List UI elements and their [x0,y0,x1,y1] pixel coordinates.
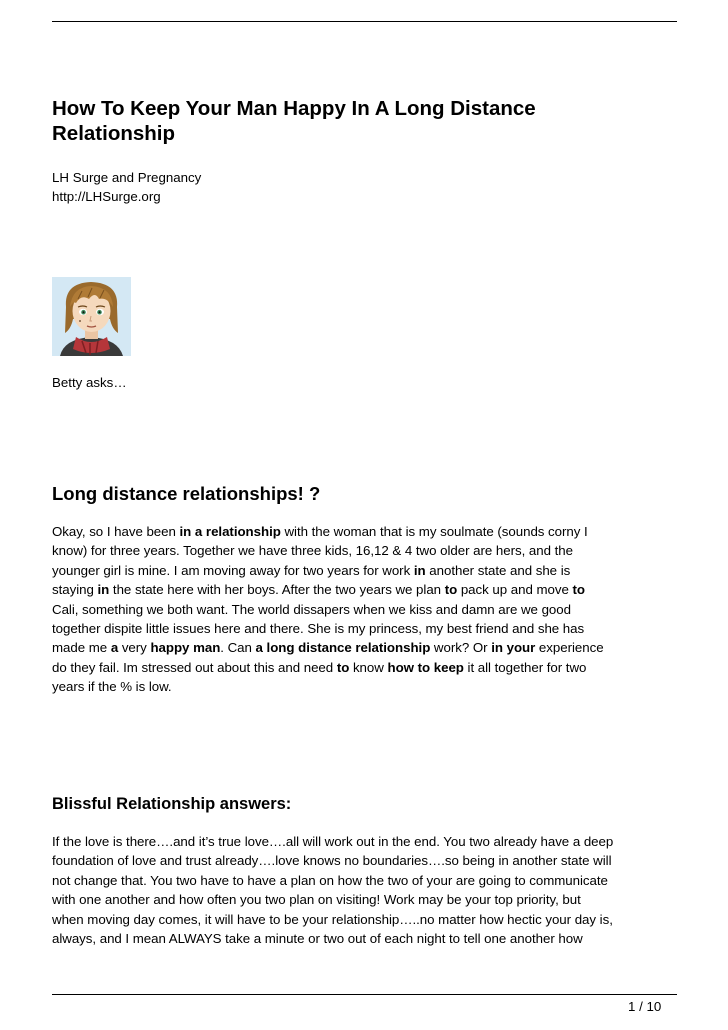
answer-line: If the love is there….and it’s true love….all will work out in the end. You two already have a deep [52,834,614,849]
text-run: the state here with her boys. After the two years we plan [109,582,445,598]
keyword: how to keep [387,659,464,675]
keyword: to [572,582,585,598]
question-line [52,541,682,560]
keyword: to [444,582,458,598]
text-run: staying [52,582,98,598]
question-line [52,522,682,541]
text-run: years if the % is low. [52,679,172,695]
source-name: LH Surge and Pregnancy [52,170,202,185]
keyword: in [413,562,426,578]
source-info [52,168,201,206]
page-title [52,96,672,146]
keyword: in your [491,640,536,656]
question-line [52,638,682,657]
text-run: very [118,640,151,656]
text-run: younger girl is mine. I am moving away for two years for work [52,562,414,578]
text-run: work? Or [430,640,492,656]
answer-body [52,832,682,948]
keyword: in a relationship [179,524,281,539]
keyword: to [336,659,350,675]
question-line [52,658,682,677]
title-line-2: Relationship [52,122,176,145]
text-run: Okay, so I have been [52,524,180,539]
answer-line: foundation of love and trust already….love knows no boundaries….so being in another state will [52,853,612,869]
question-line [52,561,682,580]
answer-line: with one another and how often you two plan on visiting! Work may be your top priority, but [52,892,581,908]
source-url[interactable]: http://LHSurge.org [52,189,161,204]
text-run: together dispite little issues here and there. She is my princess, my best friend and she has [52,621,585,637]
text-run: know [349,659,388,675]
avatar [52,277,131,356]
text-run: experience [535,640,604,656]
asker-line: Betty asks… [52,375,127,390]
footer-rule [52,994,677,995]
answer-line: not change that. You two have to have a plan on how the two of your are going to communicate [52,872,608,888]
text-run: know) for three years. Together we have three kids, 16,12 & 4 two older are hers, and the [52,543,573,559]
text-run: . Can [220,640,256,656]
answer-line: when moving day comes, it will have to be your relationship…..no matter how hectic your day is, [52,911,613,927]
question-line [52,600,682,619]
title-line-1: How To Keep Your Man Happy In A Long Distance [52,97,536,120]
keyword: happy man [150,640,221,656]
keyword: in [97,582,110,598]
text-run: another state and she is [425,562,571,578]
header-rule [52,21,677,22]
text-run: with the woman that is my soulmate (sounds corny I [280,524,588,539]
keyword: a [110,640,119,656]
text-run: Cali, something we both want. The world dissapers when we kiss and damn are we good [52,601,571,617]
question-line [52,580,682,599]
question-heading: Long distance relationships! ? [52,483,321,504]
question-body [52,522,682,697]
text-run: pack up and move [457,582,573,598]
answer-heading: Blissful Relationship answers: [52,795,292,813]
question-line [52,677,682,696]
text-run: it all together for two [463,659,587,675]
page-indicator: 1 / 10 [628,999,662,1014]
text-run: do they fail. Im stressed out about this and need [52,659,337,675]
question-line [52,619,682,638]
text-run: made me [52,640,111,656]
avatar-illustration [52,277,131,356]
answer-line: always, and I mean ALWAYS take a minute or two out of each night to tell one another how [52,931,583,947]
keyword: a long distance relationship [255,640,431,656]
